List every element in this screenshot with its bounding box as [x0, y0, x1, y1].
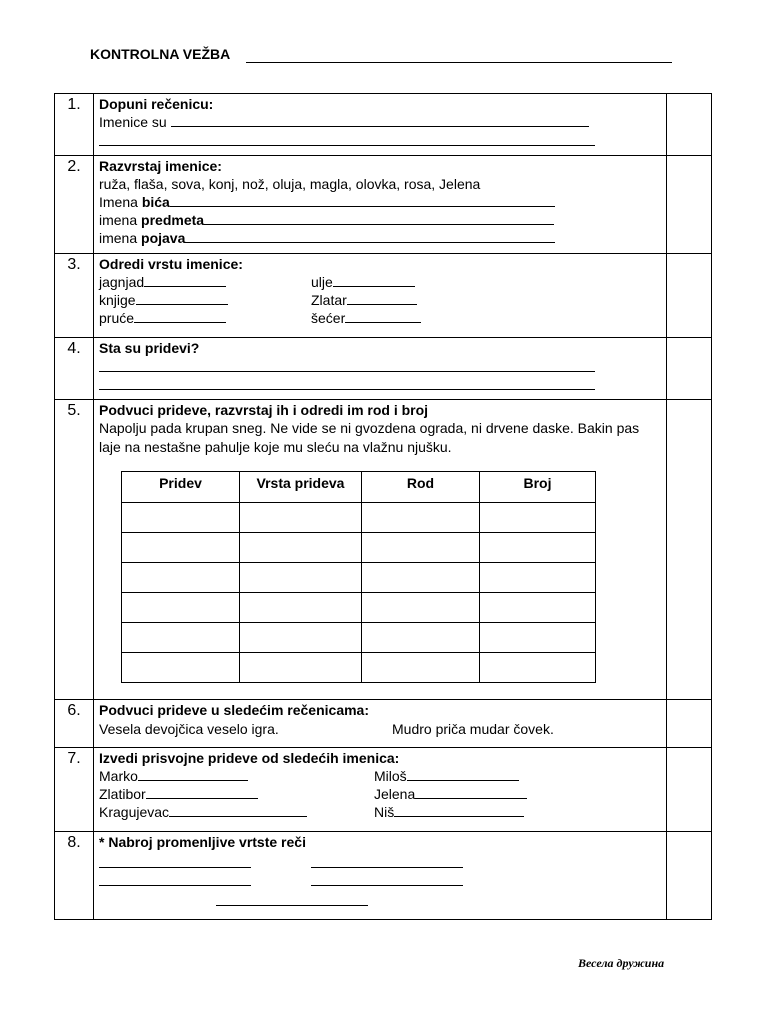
- column-header: Vrsta prideva: [240, 472, 362, 503]
- line-prefix: imena: [99, 212, 142, 228]
- question-title: * Nabroj promenljive vrtste reči: [99, 834, 306, 850]
- score-cell: [667, 748, 712, 832]
- table-cell[interactable]: [362, 653, 480, 683]
- column-header: Rod: [362, 472, 480, 503]
- table-cell[interactable]: [240, 593, 362, 623]
- question-title: Podvuci prideve u sledećim rečenicama:: [99, 702, 370, 718]
- adjective-table: [121, 471, 596, 683]
- question-number: 1.: [55, 94, 94, 156]
- question-number: 6.: [55, 700, 94, 748]
- score-cell: [667, 94, 712, 156]
- table-cell[interactable]: [240, 563, 362, 593]
- column-header: Broj: [480, 472, 596, 503]
- table-row: [122, 623, 596, 653]
- question-title: Podvuci prideve, razvrstaj ih i odredi im rod i broj: [99, 402, 429, 418]
- answer-line[interactable]: [144, 274, 226, 287]
- table-cell[interactable]: [240, 623, 362, 653]
- score-cell: [667, 338, 712, 400]
- answer-line[interactable]: [311, 873, 463, 886]
- answer-line[interactable]: [311, 855, 463, 868]
- noun-word: Kragujevac: [99, 804, 170, 820]
- passage-text: Napolju pada krupan sneg. Ne vide se ni gvozdena ograda, ni drvene daske. Bakin pas laje na nestašne pahulje koje mu sleću na vlažnu njušku.: [99, 420, 640, 455]
- answer-line[interactable]: [204, 212, 554, 225]
- question-row-4: [55, 338, 712, 400]
- question-number: 3.: [55, 254, 94, 338]
- answer-line[interactable]: [407, 768, 519, 781]
- question-row-1: [55, 94, 712, 156]
- score-cell: [667, 156, 712, 254]
- answer-line[interactable]: [415, 786, 527, 799]
- table-cell[interactable]: [362, 533, 480, 563]
- table-cell[interactable]: [362, 593, 480, 623]
- question-title: Dopuni rečenicu:: [99, 96, 214, 112]
- noun-word: šećer: [311, 310, 346, 326]
- question-content: [94, 832, 667, 920]
- question-content: [94, 748, 667, 832]
- line-prefix: imena: [99, 230, 142, 246]
- exercise-table: [54, 93, 712, 920]
- answer-line[interactable]: [185, 230, 555, 243]
- table-cell[interactable]: [362, 563, 480, 593]
- page-title: KONTROLNA VEŽBA: [90, 46, 231, 62]
- table-cell[interactable]: [240, 653, 362, 683]
- answer-line[interactable]: [99, 357, 595, 372]
- table-cell[interactable]: [240, 503, 362, 533]
- answer-line[interactable]: [345, 310, 421, 323]
- table-cell[interactable]: [122, 653, 240, 683]
- noun-word: Niš: [374, 804, 395, 820]
- question-title: Izvedi prisvojne prideve od sledećih imenica:: [99, 750, 400, 766]
- question-content: [94, 94, 667, 156]
- table-cell[interactable]: [122, 623, 240, 653]
- answer-line[interactable]: [99, 131, 595, 146]
- table-cell[interactable]: [362, 623, 480, 653]
- table-cell[interactable]: [480, 503, 596, 533]
- score-cell: [667, 700, 712, 748]
- question-row-5: [55, 400, 712, 700]
- question-content: [94, 338, 667, 400]
- sentence: Mudro priča mudar čovek.: [392, 721, 554, 737]
- table-row: [122, 593, 596, 623]
- question-content: [94, 400, 667, 700]
- answer-line[interactable]: [99, 855, 251, 868]
- table-cell[interactable]: [362, 503, 480, 533]
- question-content: [94, 254, 667, 338]
- question-title: Razvrstaj imenice:: [99, 158, 222, 174]
- word-list: ruža, flaša, sova, konj, nož, oluja, magla, olovka, rosa, Jelena: [99, 176, 481, 192]
- question-number: 4.: [55, 338, 94, 400]
- answer-line[interactable]: [347, 292, 417, 305]
- signature: Весела дружина: [578, 956, 665, 970]
- question-row-8: [55, 832, 712, 920]
- table-cell[interactable]: [480, 533, 596, 563]
- table-cell[interactable]: [122, 563, 240, 593]
- answer-line[interactable]: [333, 274, 415, 287]
- question-row-7: [55, 748, 712, 832]
- line-prefix: Imena: [99, 194, 142, 210]
- table-cell[interactable]: [240, 533, 362, 563]
- table-cell[interactable]: [122, 503, 240, 533]
- noun-word: Zlatar: [311, 292, 347, 308]
- prompt-text: Imenice su: [99, 114, 167, 130]
- title-blank-line[interactable]: [246, 48, 672, 63]
- question-number: 2.: [55, 156, 94, 254]
- table-row: [122, 653, 596, 683]
- sentence: Vesela devojčica veselo igra.: [99, 721, 279, 737]
- table-cell[interactable]: [480, 623, 596, 653]
- question-content: [94, 156, 667, 254]
- line-keyword: bića: [141, 194, 170, 210]
- table-cell[interactable]: [122, 533, 240, 563]
- score-cell: [667, 400, 712, 700]
- noun-word: ulje: [311, 274, 333, 290]
- line-keyword: pojava: [141, 230, 186, 246]
- noun-word: pruće: [99, 310, 135, 326]
- answer-line[interactable]: [138, 768, 248, 781]
- answer-line[interactable]: [99, 375, 595, 390]
- score-cell: [667, 832, 712, 920]
- table-cell[interactable]: [480, 563, 596, 593]
- question-number: 8.: [55, 832, 94, 920]
- noun-word: Jelena: [374, 786, 416, 802]
- table-row: [122, 563, 596, 593]
- answer-line[interactable]: [136, 292, 228, 305]
- answer-line[interactable]: [169, 804, 307, 817]
- table-cell[interactable]: [480, 653, 596, 683]
- answer-line[interactable]: [134, 310, 226, 323]
- question-title: Odredi vrstu imenice:: [99, 256, 243, 272]
- question-content: [94, 700, 667, 748]
- table-row: [122, 503, 596, 533]
- score-cell: [667, 254, 712, 338]
- line-keyword: predmeta: [141, 212, 205, 228]
- answer-line[interactable]: [99, 873, 251, 886]
- noun-word: Miloš: [374, 768, 407, 784]
- question-title: Sta su pridevi?: [99, 340, 200, 356]
- noun-word: Zlatibor: [99, 786, 146, 802]
- noun-word: jagnjad: [99, 274, 145, 290]
- table-row: [122, 533, 596, 563]
- answer-line[interactable]: [170, 194, 555, 207]
- answer-line[interactable]: [171, 114, 589, 127]
- column-header: Pridev: [122, 472, 240, 503]
- answer-line[interactable]: [216, 893, 368, 906]
- question-row-6: [55, 700, 712, 748]
- question-number: 5.: [55, 400, 94, 700]
- table-cell[interactable]: [480, 593, 596, 623]
- answer-line[interactable]: [146, 786, 258, 799]
- question-row-2: [55, 156, 712, 254]
- answer-line[interactable]: [394, 804, 524, 817]
- question-row-3: [55, 254, 712, 338]
- table-cell[interactable]: [122, 593, 240, 623]
- noun-word: knjige: [99, 292, 136, 308]
- noun-word: Marko: [99, 768, 138, 784]
- question-number: 7.: [55, 748, 94, 832]
- adjective-table-header: [122, 472, 596, 503]
